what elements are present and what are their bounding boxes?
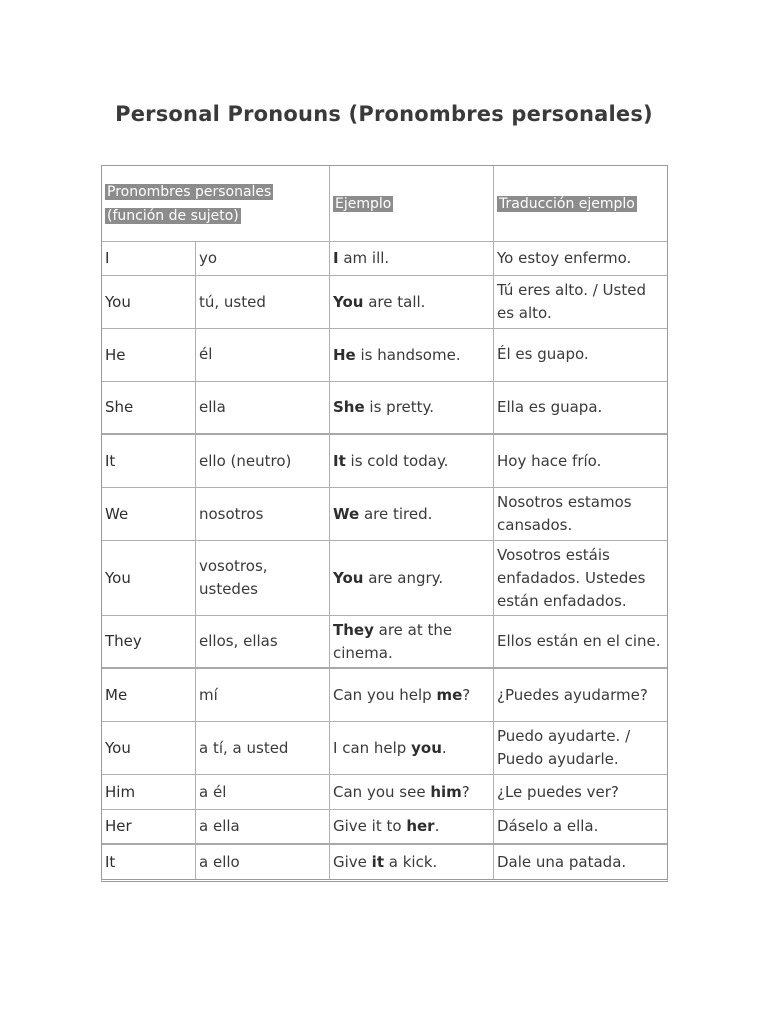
example: I can help you.: [330, 722, 494, 775]
table-row: [102, 616, 667, 669]
pronoun-en: It: [102, 845, 196, 879]
header-pronombres: [102, 166, 330, 242]
example: Can you see him?: [330, 775, 494, 810]
table-row: [102, 722, 667, 775]
pronoun-es: nosotros: [196, 488, 330, 541]
example: She is pretty.: [330, 382, 494, 435]
pronoun-es: a tí, a usted: [196, 722, 330, 775]
pronoun-en: We: [102, 488, 196, 541]
pronoun-en: It: [102, 435, 196, 488]
pronoun-en: You: [102, 541, 196, 616]
translation: Yo estoy enfermo.: [494, 242, 667, 276]
example: Give it to her.: [330, 810, 494, 845]
header-pronombres-line1: Pronombres personales: [107, 183, 272, 200]
pronoun-es: a él: [196, 775, 330, 810]
translation: Dáselo a ella.: [494, 810, 667, 845]
example: You are tall.: [330, 276, 494, 329]
example: I am ill.: [330, 242, 494, 276]
table-row: [102, 845, 667, 879]
table-row: [102, 541, 667, 616]
translation: ¿Le puedes ver?: [494, 775, 667, 810]
table-row: [102, 382, 667, 435]
table-row: [102, 669, 667, 722]
translation: Él es guapo.: [494, 329, 667, 382]
example: Can you help me?: [330, 669, 494, 722]
example: Give it a kick.: [330, 845, 494, 879]
pronoun-es: él: [196, 329, 330, 382]
pronoun-es: tú, usted: [196, 276, 330, 329]
translation: Puedo ayudarte. / Puedo ayudarle.: [494, 722, 667, 775]
table-row: [102, 242, 667, 276]
header-ejemplo: Ejemplo: [330, 166, 494, 242]
pronoun-en: You: [102, 276, 196, 329]
pronoun-en: They: [102, 616, 196, 669]
translation: Ellos están en el cine.: [494, 616, 667, 669]
pronoun-en: Him: [102, 775, 196, 810]
table-row: [102, 810, 667, 845]
example: He is handsome.: [330, 329, 494, 382]
table-row: [102, 775, 667, 810]
translation: Nosotros estamos cansados.: [494, 488, 667, 541]
pronoun-es: vosotros, ustedes: [196, 541, 330, 616]
example: We are tired.: [330, 488, 494, 541]
table-row: [102, 435, 667, 488]
example: They are at the cinema.: [330, 616, 494, 669]
pronoun-es: ello (neutro): [196, 435, 330, 488]
translation: Vosotros estáis enfadados. Ustedes están enfadados.: [494, 541, 667, 616]
header-traduccion: Traducción ejemplo: [494, 166, 667, 242]
header-pronombres-line2: (función de sujeto): [107, 207, 239, 224]
pronoun-es: a ello: [196, 845, 330, 879]
pronoun-en: You: [102, 722, 196, 775]
translation: Hoy hace frío.: [494, 435, 667, 488]
table-header-row: [102, 166, 667, 242]
pronoun-es: mí: [196, 669, 330, 722]
pronoun-en: He: [102, 329, 196, 382]
page-title: Personal Pronouns (Pronombres personales): [115, 102, 653, 126]
pronoun-es: yo: [196, 242, 330, 276]
translation: Ella es guapa.: [494, 382, 667, 435]
table-row: [102, 276, 667, 329]
pronoun-en: She: [102, 382, 196, 435]
pronoun-es: ellos, ellas: [196, 616, 330, 669]
translation: Dale una patada.: [497, 852, 627, 871]
example: You are angry.: [330, 541, 494, 616]
pronouns-table: [101, 165, 668, 882]
pronoun-en: I: [102, 242, 196, 276]
table-row: [102, 329, 667, 382]
translation: Tú eres alto. / Usted es alto.: [494, 276, 667, 329]
example: It is cold today.: [330, 435, 494, 488]
pronoun-en: Me: [102, 669, 196, 722]
pronoun-es: a ella: [196, 810, 330, 845]
pronoun-en: Her: [102, 810, 196, 845]
pronoun-es: ella: [196, 382, 330, 435]
table-row: [102, 488, 667, 541]
translation: ¿Puedes ayudarme?: [494, 669, 667, 722]
